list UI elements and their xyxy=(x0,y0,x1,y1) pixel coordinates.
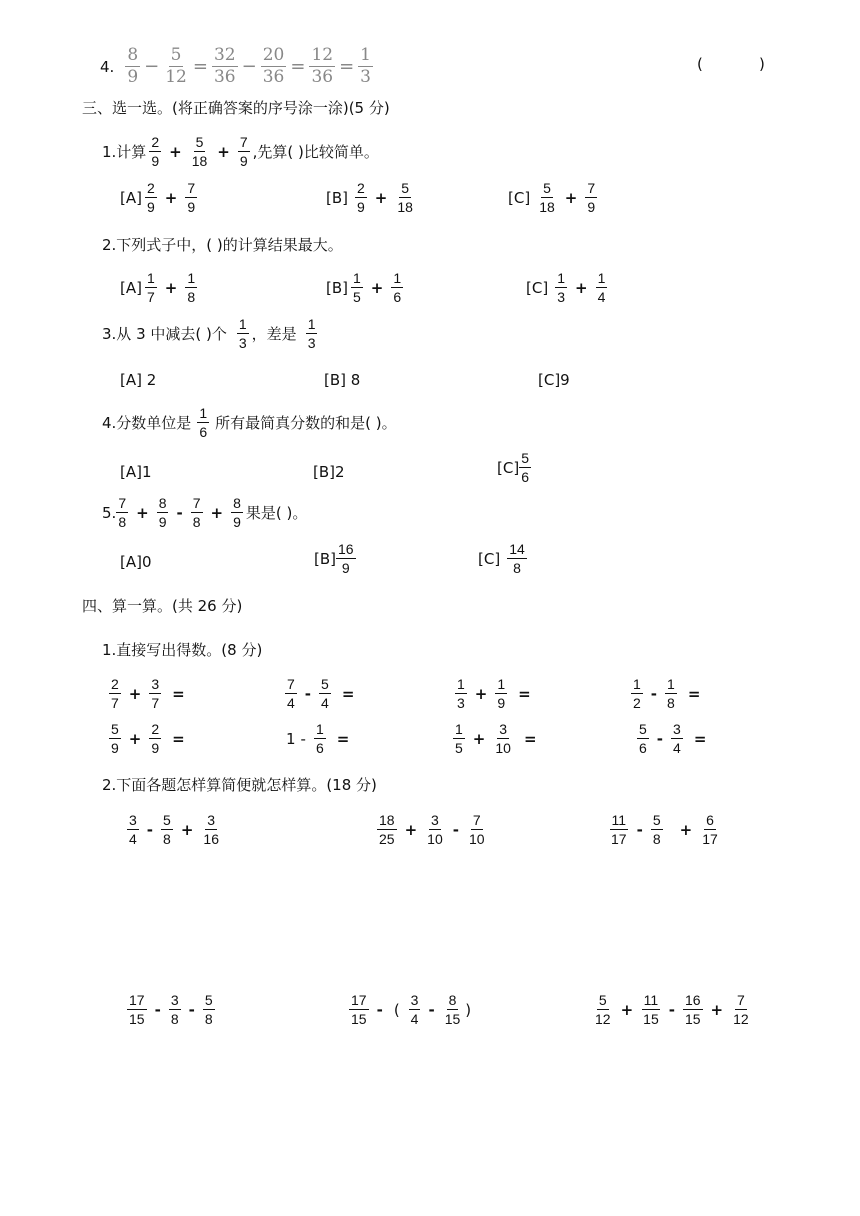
calc-item-2: $\frac{7}{4}$ - $\frac{5}{4}$ = xyxy=(287,676,355,711)
answer-paren-open: ( xyxy=(697,55,703,73)
s3-q4-stem: 4.分数单位是 $\frac{1}{6}$ 所有最简真分数的和是( )。 xyxy=(102,405,397,440)
fraction: $\frac{32}{36}$ xyxy=(213,45,236,87)
s3-q2-option-c[interactable]: [C] $\frac{1}{3}$ + $\frac{1}{4}$ xyxy=(526,270,606,305)
s3-q3-stem: 3.从 3 中减去( )个 $\frac{1}{3}$ ，差是 $\frac{1}{3}$ xyxy=(102,316,316,351)
fraction: $\frac{5}{18}$ xyxy=(191,134,208,169)
calc-item-5: $\frac{5}{9}$ + $\frac{2}{9}$ = xyxy=(111,721,185,756)
answer-paren-close: ) xyxy=(759,55,765,73)
fraction: $\frac{1}{3}$ xyxy=(360,45,371,87)
judge-q4-number: 4. xyxy=(100,57,115,76)
s3-q5-option-a[interactable]: [A]0 xyxy=(120,553,152,571)
s3-q3-option-a[interactable]: [A] 2 xyxy=(120,371,157,389)
judge-q4: 4. $\frac{8}{9}$ − $\frac{5}{12}$ = $\frac{32}{36}$ − $\frac{20}{36}$ = $\frac{12}{36}$ = $\frac{1}{3}$ xyxy=(100,45,371,87)
s3-q4-option-b[interactable]: [B]2 xyxy=(313,463,345,481)
s3-q2-stem: 2.下列式子中，( )的计算结果最大。 xyxy=(102,236,343,254)
s3-q1-option-a[interactable]: [A] $\frac{2}{9}$ + $\frac{7}{9}$ xyxy=(120,180,196,215)
s3-q1-option-c[interactable]: [C] $\frac{5}{18}$ + $\frac{7}{9}$ xyxy=(508,180,596,215)
fraction: $\frac{12}{36}$ xyxy=(311,45,334,87)
s3-q3-option-c[interactable]: [C]9 xyxy=(538,371,570,389)
simplify-item-1: $\frac{3}{4}$ - $\frac{5}{8}$ + $\frac{3}{16}$ xyxy=(129,812,219,847)
simplify-item-2: $\frac{18}{25}$ + $\frac{3}{10}$ - $\frac{7}{10}$ xyxy=(379,812,485,847)
s4-part2-title: 2.下面各题怎样算简便就怎样算。(18 分) xyxy=(102,776,377,794)
simplify-item-3: $\frac{11}{17}$ - $\frac{5}{8}$ + $\frac{6}{17}$ xyxy=(611,812,718,847)
s4-part1-title: 1.直接写出得数。(8 分) xyxy=(102,641,263,659)
calc-item-6: 1 - $\frac{1}{6}$ = xyxy=(286,721,350,756)
s3-q5-option-b[interactable]: [B] $\frac{16}{9}$ xyxy=(314,541,354,576)
fraction: $\frac{5}{12}$ xyxy=(165,45,187,87)
s3-q5-option-c[interactable]: [C] $\frac{14}{8}$ xyxy=(478,541,525,576)
s3-q5-stem: 5. $\frac{7}{8}$ + $\frac{8}{9}$ - $\frac{7}{8}$ + $\frac{8}{9}$ 果是( )。 xyxy=(102,495,308,530)
fraction: $\frac{8}{9}$ xyxy=(127,45,139,87)
section3-title: 三、选一选。(将正确答案的序号涂一涂)(5 分) xyxy=(82,99,390,117)
simplify-item-5: $\frac{17}{15}$ - ( $\frac{3}{4}$ - $\frac{8}{15}$ ) xyxy=(351,992,472,1027)
simplify-item-4: $\frac{17}{15}$ - $\frac{3}{8}$ - $\frac{5}{8}$ xyxy=(129,992,213,1027)
s3-q4-option-c[interactable]: [C] $\frac{5}{6}$ xyxy=(497,450,529,485)
simplify-item-6: $\frac{5}{12}$ + $\frac{11}{15}$ - $\frac{16}{15}$ + $\frac{7}{12}$ xyxy=(595,992,749,1027)
s3-q4-option-a[interactable]: [A]1 xyxy=(120,463,152,481)
s3-q3-option-b[interactable]: [B] 8 xyxy=(324,371,361,389)
s3-q2-option-b[interactable]: [B] $\frac{1}{5}$ + $\frac{1}{6}$ xyxy=(326,270,402,305)
s3-q1-option-b[interactable]: [B] $\frac{2}{9}$ + $\frac{5}{18}$ xyxy=(326,180,413,215)
calc-item-4: $\frac{1}{2}$ - $\frac{1}{8}$ = xyxy=(633,676,701,711)
s3-q2-option-a[interactable]: [A] $\frac{1}{7}$ + $\frac{1}{8}$ xyxy=(120,270,196,305)
calc-item-7: $\frac{1}{5}$ + $\frac{3}{10}$ = xyxy=(455,721,537,756)
calc-item-1: $\frac{2}{7}$ + $\frac{3}{7}$ = xyxy=(111,676,185,711)
calc-item-3: $\frac{1}{3}$ + $\frac{1}{9}$ = xyxy=(457,676,531,711)
section4-title: 四、算一算。(共 26 分) xyxy=(82,597,243,615)
fraction: $\frac{7}{9}$ xyxy=(239,134,248,169)
calc-item-8: $\frac{5}{6}$ - $\frac{3}{4}$ = xyxy=(639,721,707,756)
s3-q1-stem: 1.计算 $\frac{2}{9}$ + $\frac{5}{18}$ + $\frac{7}{9}$ ,先算( )比较简单。 xyxy=(102,134,379,169)
fraction: $\frac{2}{9}$ xyxy=(151,134,160,169)
fraction: $\frac{20}{36}$ xyxy=(262,45,285,87)
